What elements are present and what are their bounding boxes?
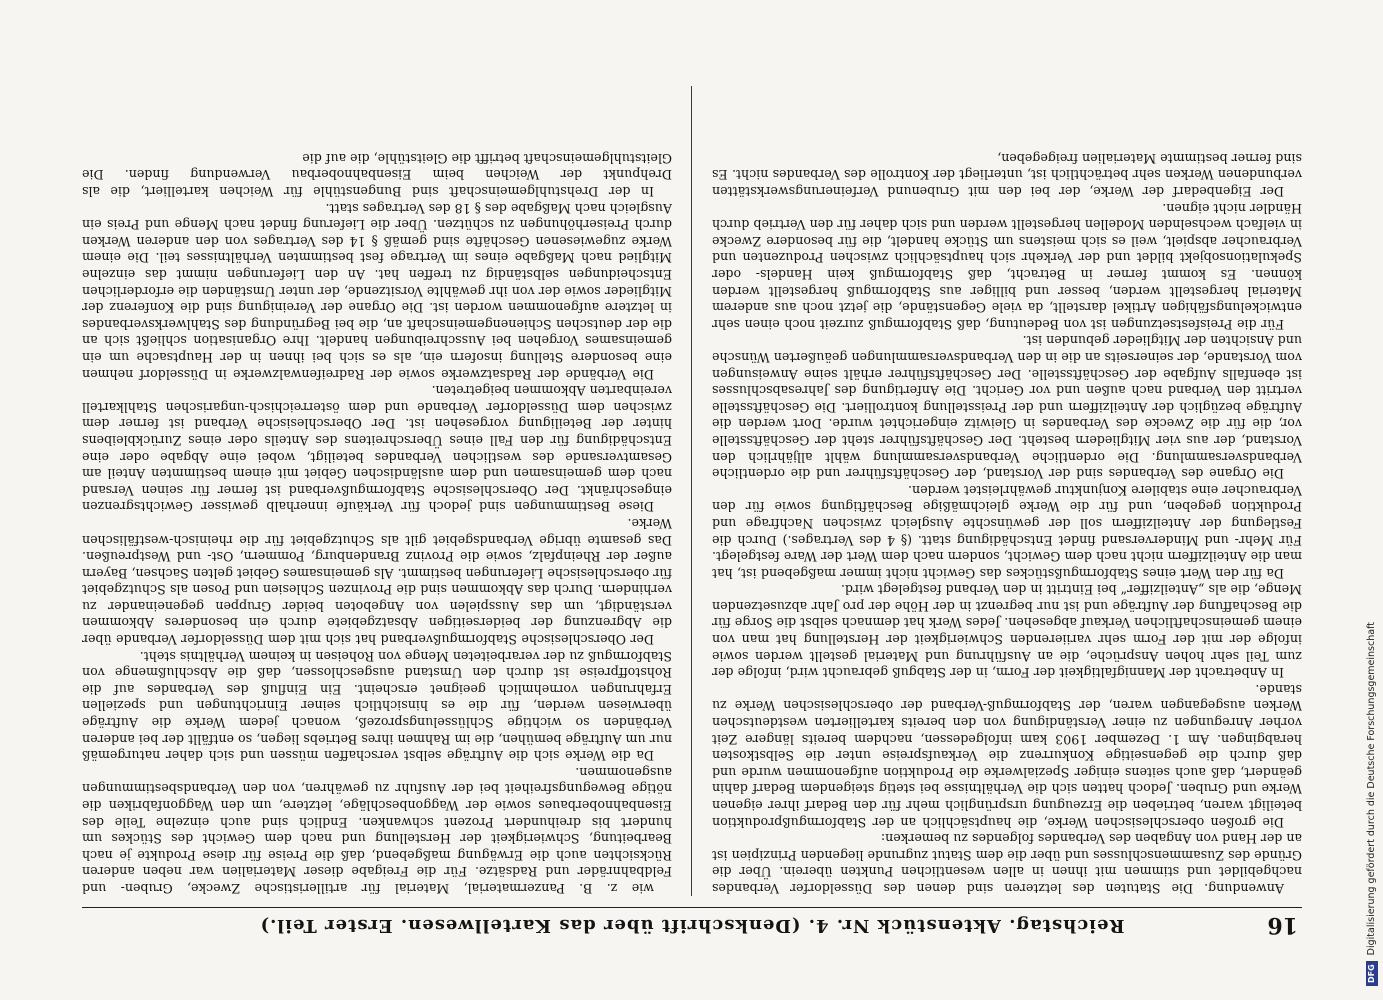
- paragraph: Der Oberschlesische Stabformgußverband hat sich mit dem Düsseldorfer Verbande über die Abgrenzung der beiderseitigen Absatzgebiete durch ein besonderes Abkommen verständigt, um das Ausspielen von Angeboten beider Gruppen gegeneinander zu verhindern. Durch das Abkommen sind die Provinzen Schlesien und Posen als Schutzgebiet für oberschlesische Lieferungen bestimmt. Als gemeinsames Gebiet gelten Sachsen, Bayern außer der Rheinpfalz, sowie die Provinz Brandenburg, Pommern, Ost- und Westpreußen. Das gesamte übrige Verbandsgebiet gilt als Schutzgebiet für die rheinisch-westfälischen Werke.: [82, 515, 672, 648]
- paragraph: Der Eigenbedarf der Werke, der bei den mit Grubenund Verfeinerungswerkstätten verbundenen Werken sehr beträchtlich ist, unterliegt der Kontrolle des Verbandes nicht. Es sind ferner bestimmte Materialien freigegeben,: [712, 150, 1302, 200]
- paragraph: Für die Preisfestsetzungen ist von Bedeutung, daß Stabformguß zurzeit noch einen sehr entwickelungsfähigen Artikel darstellt, da viele Gegenstände, die jetzt noch aus anderem Material hergestellt werden, besser und billiger aus Stabformguß hergestellt werden können. Es kommt ferner in Betracht, daß Stabformguß kein Handels- oder Spekulationsobjekt bildet und der Verkehr sich hauptsächlich zwischen Produzenten und Verbraucher abspielt, weil es sich meistens um Stücke handelt, die für besondere Zwecke in vielfach wechselnden Modellen hergestellt werden und sich daher für den Vertrieb durch Händler nicht eignen.: [712, 200, 1302, 332]
- page-header: [82, 907, 1302, 940]
- page-number: 16: [1267, 912, 1298, 938]
- running-title: Reichstag. Aktenstück Nr. 4. (Denkschrift über das Kartellwesen. Erster Teil.): [259, 915, 1125, 936]
- paragraph: In Anbetracht der Mannigfaltigkeit der Form, in der Stabguß gebraucht wird, infolge der zum Teil sehr hohen Ansprüche, die an Ausführung und Material gestellt werden sowie infolge der mit der Form sehr variierenden Schwierigkeit der Herstellung hat man von einem gemeinschaftlichen Verkauf abgesehen. Jedes Werk hat demnach selbst die Sorge für die Beschaffung der Aufträge und ist nur begrenzt in der Höhe der pro Jahr abzusetzenden Menge, die als „Anteilziffer“ bei Eintritt in den Verband festgelegt wird.: [712, 582, 1302, 681]
- paragraph: Die Verbände der Radsatzwerke sowie der Radreifenwalzwerke in Düsseldorf nehmen eine besondere Stellung insofern ein, als es sich bei ihnen in der Hauptsache um ein gemeinsames Vorgehen bei Ausschreibungen handelt. Ihre Organisation schließt sich an die der deutschen Schienengemeinschaft an, die bei Begründung des Stahlwerksverbandes in letztere aufgenommen worden ist. Die Organe der Vereinigung sind die Konferenz der Mitglieder sowie der von ihr gewählte Vorsitzende, der unter Umständen die erforderlichen Entscheidungen selbständig zu treffen hat. An den Lieferungen nimmt das einzelne Mitglied nach Maßgabe eines im Vertrage fest bestimmten Verhältnisses teil. Die einem Werke zugewiesenen Geschäfte sind gemäß § 14 des Vertrages von den anderen Werken durch Preiserhöhungen zu schützen. Über die Lieferung findet nach Menge und Preis ein Ausgleich nach Maßgabe des § 18 des Vertrages statt.: [82, 200, 672, 382]
- document-page: [82, 80, 1302, 940]
- paragraph: Da die Werke sich die Aufträge selbst verschaffen müssen und sich daher naturgemäß nur um Aufträge bemühen, die im Rahmen ihres Betriebs liegen, so entfällt der bei anderen Verbänden so wichtige Schlüsselungsprozeß, wonach jedem Werke die Aufträge überwiesen werden, für die es hinsichtlich seiner Einrichtungen und speziellen Erfahrungen vornehmlich geeignet erscheint. Ein Einfluß des Verbandes auf die Rohstoffpreise ist durch den Umstand ausgeschlossen, daß die Abschlußmenge von Stabformguß zu der verarbeiteten Menge von Roheisen in keinem Verhältnis steht.: [82, 648, 672, 764]
- digitization-credit: [1358, 0, 1380, 1000]
- digitization-credit-text: [1361, 0, 1383, 1000]
- left-text-column: [712, 86, 1302, 896]
- paragraph: Da für den Wert eines Stabformgußstückes das Gewicht nicht immer maßgebend ist, hat man die Anteilziffern nicht nach dem Gewicht, sondern nach dem Wert der Ware festgelegt. Für Mehr- und Minderversand findet Entschädigung statt. (§ 4 des Vertrages.) Durch die Festlegung der Anteilziffern soll der gewünschte Ausgleich zwischen Nachfrage und Produktion gegeben, und für die Werke gleichmäßige Beschäftigung sowie für den Verbraucher eine stabilere Konjunktur gewährleistet werden.: [712, 482, 1302, 581]
- paragraph: Anwendung. Die Statuten des letzteren sind denen des Düsseldorfer Verbandes nachgebildet und stimmen mit ihnen in allen wesentlichen Punkten überein. Über die Gründe des Zusammenschlusses und über die dem Statut zugrunde liegenden Prinzipien ist an der Hand von Angaben des Verbandes folgendes zu bemerken:: [712, 831, 1302, 896]
- paragraph: Die Organe des Verbandes sind der Vorstand, der Geschäftsführer und die ordentliche Verbandsversammlung. Die ordentliche Verbandsversammlung wählt alljährlich den Vorstand, der aus vier Mitgliedern besteht. Der Geschäftsführer steht der Geschäftsstelle vor, die für die Zwecke des Verbandes in Gleiwitz eingerichtet wurde. Dort werden die Aufträge bezüglich der Anteilziffern und der Preisstellung kontrolliert. Die Geschäftsstelle vertritt den Verband nach außen und vor Gericht. Die Anfertigung des Jahresabschlusses ist ebenfalls Aufgabe der Geschäftsstelle. Der Geschäftsführer erhält seine Anweisungen vom Vorstande, der seinerseits an die in den Verbandsversammlungen geäußerten Wünsche und Ansichten der Mitglieder gebunden ist.: [712, 333, 1302, 482]
- dfg-logo: DFG: [1366, 961, 1378, 986]
- column-divider: [691, 86, 692, 896]
- right-text-column: [82, 86, 672, 896]
- credit-line: Digitalisierung gefördert durch die Deutsche Forschungsgemeinschaft: [1366, 622, 1377, 956]
- paragraph: Die großen oberschlesischen Werke, die hauptsächlich an der Stabformgußproduktion beteiligt waren, betrieben die Erzeugung ursprünglich mehr für den Bedarf ihrer eigenen Werke und Gruben. Jedoch hatten sich die Verhältnisse bei stetig steigendem Bedarf dahin geändert, daß auch seitens einiger Spezialwerke die Produktion aufgenommen wurde und daß durch die gegenseitige Konkurrenz die Verkaufspreise unter die Selbstkosten herabgingen. Am 1. Dezember 1903 kam infolgedessen, nachdem bereits längere Zeit vorher Anregungen zu einer Verständigung von den bereits kartellierten westdeutschen Werken ausgegangen waren, der Stabformguß-Verband der oberschlesischen Werke zu stande.: [712, 681, 1302, 830]
- paragraph: In der Drehstuhlgemeinschaft sind Bungenstühle für Weichen kartelliert, die als Drehpunkt der Weichen beim Eisenbahnoberbau Verwendung finden. Die Gleitstuhlgemeinschaft betrifft die Gleitstühle, die auf die: [82, 150, 672, 200]
- paragraph: wie z. B. Panzermaterial, Material für artilleristische Zwecke, Gruben- und Feldbahnräder und Radsätze. Für die Freigabe dieser Materialien war neben anderen Rücksichten auch die Erwägung maßgebend, daß die Preise für diese Produkte je nach Bearbeitung, Schwierigkeit der Herstellung und nach dem Gewicht des Stückes um hundert bis dreihundert Prozent schwanken. Endlich sind auch einzelne Teile des Eisenbahnoberbaues sowie der Waggonbeschläge, letztere, um den Waggonfabriken die nötige Bewegungsfreiheit bei der Ausfuhr zu gewähren, von den Verbandsbestimmungen ausgenommen.: [82, 764, 672, 896]
- paragraph: Diese Bestimmungen sind jedoch für Verkäufe innerhalb gewisser Gewichtsgrenzen eingeschränkt. Der Oberschlesische Stabformgußverband ist ferner für seinen Versand nach dem gemeinsamen und dem ausländischen Gebiet mit einem bestimmten Anteil am Gesamtversande des westlichen Verbandes beteiligt, wobei eine Abgabe oder eine Entschädigung für den Fall eines Überschreitens des Anteils oder eines Zurückbleibens hinter der Beteiligung vorgesehen ist. Der Oberschlesische Verband ist ferner dem zwischen dem Düsseldorfer Verbande und dem österreichisch-ungarischen Stahlkartell vereinbarten Abkommen beigetreten.: [82, 383, 672, 515]
